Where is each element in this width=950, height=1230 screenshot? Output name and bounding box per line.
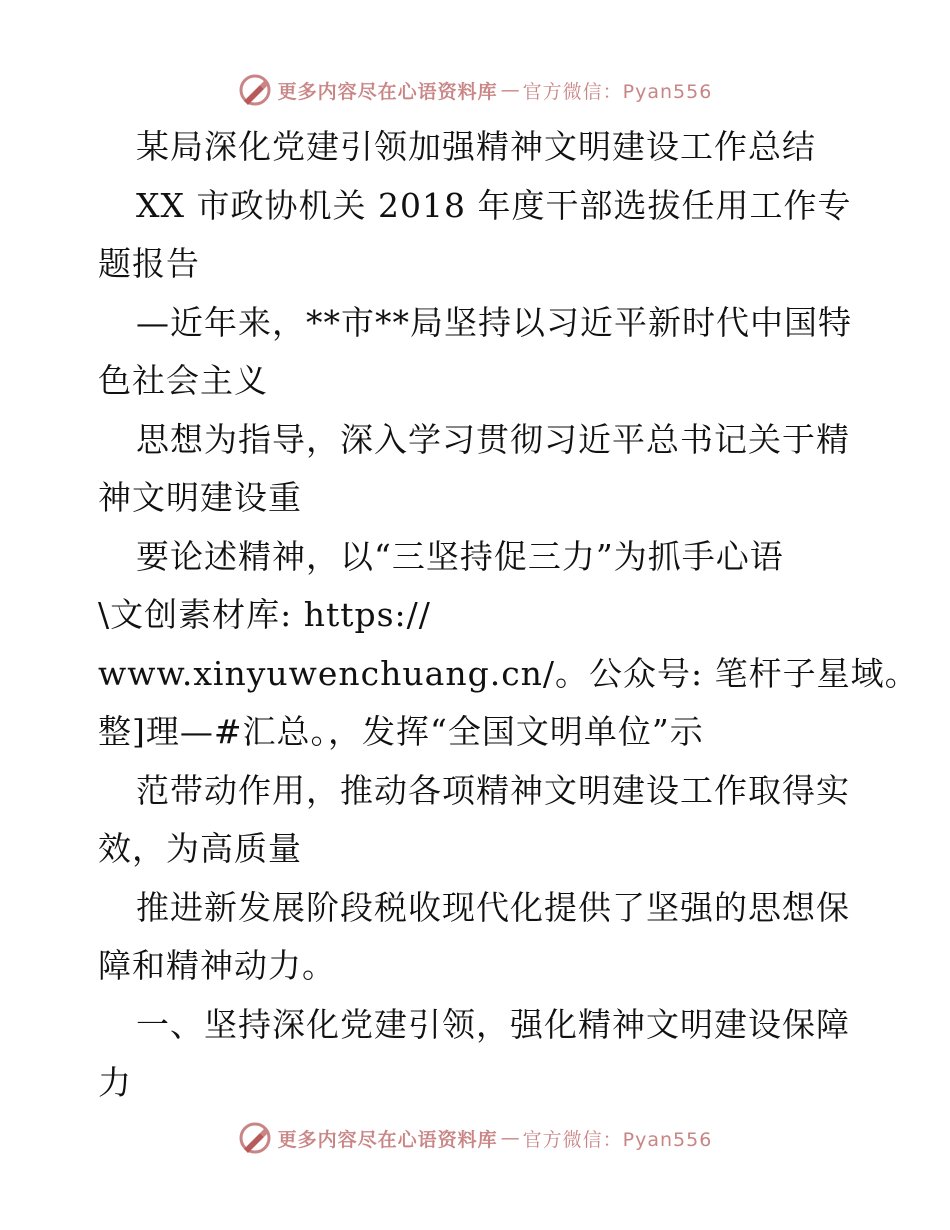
pen-logo-icon: [238, 73, 272, 107]
banner-separator: —: [500, 79, 520, 101]
text-line: 神文明建设重: [98, 478, 302, 517]
text-line: 要论述精神，以“三坚持促三力”为抓手心语: [136, 536, 784, 576]
text-line: 某局深化党建引领加强精神文明建设工作总结: [136, 127, 816, 166]
banner-main-text: 更多内容尽在心语资料库: [277, 1128, 498, 1151]
text-line: 范带动作用，推动各项精神文明建设工作取得实: [136, 770, 850, 810]
text-line: 整]理—#汇总。，发挥“全国文明单位”示: [98, 712, 704, 751]
text-line: 思想为指导，深入学习贯彻习近平总书记关于精: [136, 419, 850, 459]
text-line: 色社会主义: [98, 361, 268, 400]
text-line: www.xinyuwenchuang.cn/。公众号: 笔杆子星域。: [98, 653, 919, 693]
text-line: \文创素材库: https://: [98, 595, 431, 634]
footer-watermark: [0, 1118, 950, 1158]
text-line: XX 市政协机关 2018 年度干部选拔任用工作专: [136, 185, 852, 225]
text-line: 推进新发展阶段税收现代化提供了坚强的思想保: [136, 887, 850, 927]
banner-wechat-text: 官方微信：Pyan556: [522, 80, 713, 103]
banner-wechat-text: 官方微信：Pyan556: [522, 1128, 713, 1151]
document-body: [98, 118, 919, 1113]
text-line: 力: [98, 1063, 132, 1102]
header-watermark: [0, 70, 950, 110]
text-line: 效，为高质量: [98, 829, 302, 868]
text-line: 题报告: [98, 244, 200, 283]
banner-separator: —: [500, 1127, 520, 1149]
banner-main-text: 更多内容尽在心语资料库: [277, 80, 498, 103]
text-line: —近年来，**市**局坚持以习近平新时代中国特: [136, 302, 852, 342]
text-line: 障和精神动力。: [98, 946, 336, 985]
text-line: 一、坚持深化党建引领，强化精神文明建设保障: [136, 1004, 850, 1044]
pen-logo-icon: [238, 1121, 272, 1155]
